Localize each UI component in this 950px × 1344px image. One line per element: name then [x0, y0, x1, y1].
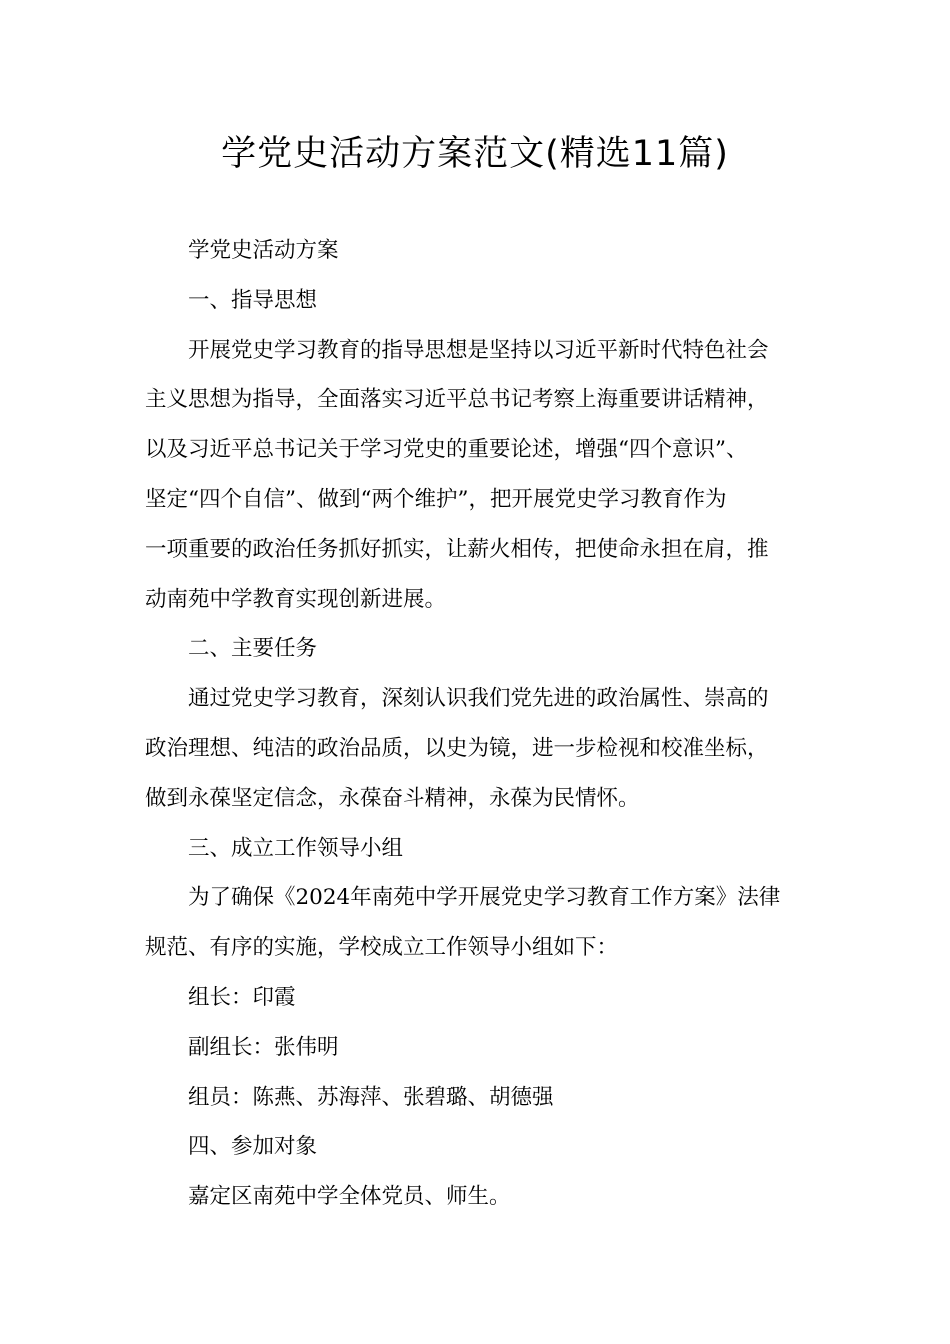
paragraph-line: 通过党史学习教育，深刻认识我们党先进的政治属性、崇高的 — [188, 686, 769, 712]
paragraph-line: 为了确保《2024年南苑中学开展党史学习教育工作方案》法律 — [188, 885, 781, 911]
paragraph-leadership-group — [145, 873, 805, 973]
group-leader-line: 组长：印霞 — [188, 984, 296, 1010]
section-heading-leadership-group: 三、成立工作领导小组 — [188, 835, 404, 861]
participants-line: 嘉定区南苑中学全体党员、师生。 — [188, 1184, 511, 1210]
paragraph-line: 政治理想、纯洁的政治品质，以史为镜，进一步检视和校准坐标， — [145, 735, 769, 761]
document-title: 学党史活动方案范文(精选11篇) — [221, 134, 729, 174]
paragraph-guiding-ideology — [145, 326, 805, 625]
plan-subtitle: 学党史活动方案 — [188, 238, 339, 263]
paragraph-line: 做到永葆坚定信念，永葆奋斗精神，永葆为民情怀。 — [145, 785, 640, 811]
document-body — [145, 226, 805, 1222]
paragraph-main-tasks — [145, 674, 805, 823]
paragraph-line: 以及习近平总书记关于学习党史的重要论述，增强“四个意识”、 — [145, 437, 748, 463]
paragraph-line: 开展党史学习教育的指导思想是坚持以习近平新时代特色社会 — [188, 337, 769, 363]
paragraph-line: 动南苑中学教育实现创新进展。 — [145, 586, 447, 612]
section-heading-main-tasks: 二、主要任务 — [188, 636, 318, 662]
section-heading-guiding-ideology: 一、指导思想 — [188, 287, 318, 313]
paragraph-line: 坚定“四个自信”、做到“两个维护”，把开展党史学习教育作为 — [145, 486, 727, 512]
paragraph-line: 规范、有序的实施，学校成立工作领导小组如下： — [145, 935, 619, 961]
paragraph-line: 一项重要的政治任务抓好抓实，让薪火相传，把使命永担在肩，推 — [145, 536, 769, 562]
section-heading-participants: 四、参加对象 — [188, 1134, 318, 1160]
deputy-leader-line: 副组长：张伟明 — [188, 1034, 339, 1060]
paragraph-line: 主义思想为指导，全面落实习近平总书记考察上海重要讲话精神， — [145, 387, 769, 413]
group-members-line: 组员：陈燕、苏海萍、张碧璐、胡德强 — [188, 1084, 554, 1110]
